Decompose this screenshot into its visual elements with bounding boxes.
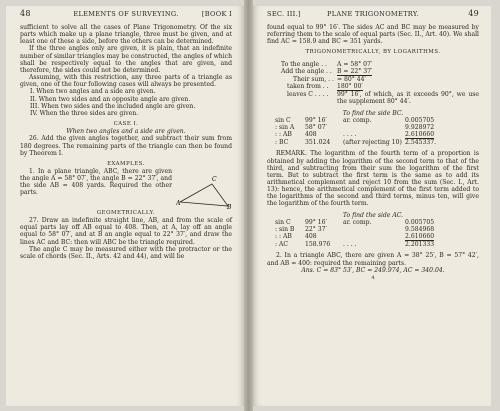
cell-value: 351.024 <box>305 139 331 147</box>
cell-note: . . . . <box>343 131 357 139</box>
cell-log: 0.005705 <box>405 218 435 226</box>
book-label: [BOOK I <box>201 10 232 18</box>
cell-log: 2.610660 <box>405 131 435 139</box>
cell-note: ar. comp. <box>343 218 372 226</box>
angle-value: = 80° 44′ <box>337 75 366 83</box>
examples-heading: EXAMPLES. <box>107 160 145 167</box>
case-item-4: IV. When the three sides are given. <box>30 109 139 117</box>
angle-value: A = 58° 07′ <box>337 60 373 68</box>
angle-row <box>281 61 479 68</box>
table-row <box>275 233 479 241</box>
case-heading: CASE I. <box>113 121 139 128</box>
cell-note <box>343 233 405 241</box>
case-item-2: II. When two sides and an opposite angle are given. <box>30 95 191 103</box>
cell-log: 2.201333 <box>405 241 435 249</box>
table-row <box>275 124 479 131</box>
geometric-heading: GEOMETRICALLY. <box>96 209 156 216</box>
angle-label: To the angle . . <box>281 60 327 68</box>
case-item-1: I. When two angles and a side are given. <box>30 88 156 96</box>
angle-label: Their sum, . . <box>293 75 334 83</box>
left-page <box>6 6 244 406</box>
logarithms-heading: TRIGONOMETRICALLY, BY LOGARITHMS. <box>305 49 441 56</box>
ac-log-table <box>275 219 479 249</box>
example-2: 2. In a triangle ABC, there are given A = 38° 25′, B = 57° 42′, and AB = 400: required the remaining parts. <box>267 252 479 267</box>
table-row <box>275 139 479 146</box>
intro-paragraph-3: Assuming, with this restriction, any three parts of a triangle as given, one of the four following cases will always be presented. <box>20 74 232 89</box>
angle-row <box>281 76 479 83</box>
cell-value: 408 <box>305 233 317 241</box>
angle-value: 99° 16′, of which, as it exceeds 90°, we use the supplement 80° 44′. <box>337 91 479 106</box>
angle-row <box>281 91 479 105</box>
cell-term: : : AB <box>275 131 292 139</box>
case-subheading: When two angles and a side are given. <box>66 128 186 136</box>
cell-note: (after rejecting 10) <box>343 139 402 147</box>
table-row <box>275 241 479 248</box>
cell-log: 9.928972 <box>405 123 435 131</box>
cell-value: 22° 37′ <box>305 225 327 233</box>
triangle-figure <box>176 170 232 210</box>
signature-mark: 4 <box>371 274 375 281</box>
left-page-header <box>20 9 232 21</box>
example-1: 1. In a plane triangle, ABC, there are given the angle A = 58° 07′, the angle B = 22° 37′, and the side AB = 408 yards. Required the other parts. <box>20 167 172 197</box>
cell-term: : sin B <box>275 225 295 233</box>
find-bc-heading: To find the side BC. <box>342 109 404 117</box>
left-page-number: 48 <box>20 9 31 18</box>
figure-label-b: B <box>227 203 232 210</box>
cell-log: 9.584968 <box>405 225 435 233</box>
angle-computation <box>281 61 479 106</box>
right-page-number: 49 <box>468 9 479 18</box>
left-page-body <box>20 24 232 260</box>
angle-value: B = 22° 37′ <box>337 67 373 75</box>
top-paragraph: found equal to 99° 16′. The sides AC and BC may be measured by referring them to the scale of equal parts (Sec. II., Art. 40). We shall find AC = 158.9 and BC = 351 yards. <box>267 24 479 46</box>
cell-value: 99° 16′ <box>305 218 327 226</box>
angle-label: Add the angle . . <box>281 67 332 75</box>
cell-term: : AC <box>275 241 289 249</box>
cell-value: 158.976 <box>305 241 331 249</box>
right-running-title: PLANE TRIGONOMETRY. <box>326 10 420 18</box>
cell-term: : : AB <box>275 233 292 241</box>
case-item-3: III. When two sides and the included angle are given. <box>30 102 196 110</box>
angle-label: leaves C . . . . <box>287 91 329 99</box>
paragraph-26: 26. Add the given angles together, and subtract their sum from 180 degrees. The remaining parts of the triangle can then be found by Theorem I. <box>20 135 232 157</box>
table-row <box>275 219 479 226</box>
bc-log-table <box>275 117 479 147</box>
intro-paragraph-1: sufficient to solve all the cases of Plane Trigonometry. Of the six parts which make up a plane triangle, three must be given, and at least one of these a side, before the others can be determined. <box>20 24 232 46</box>
cell-term: sin C <box>275 116 291 124</box>
figure-label-a: A <box>176 199 181 207</box>
cell-value: 58° 07′ <box>305 123 327 131</box>
cell-log: 0.005705 <box>405 116 435 124</box>
cell-term: sin C <box>275 218 291 226</box>
paragraph-27: 27. Draw an indefinite straight line, AB, and from the scale of equal parts lay off AB equal to 408. Then, at A, lay off an angle equal to 58° 07′, and at B an angle equal to 22° 37′, and draw the lines AC and BC: then will ABC be the triangle required. <box>20 217 232 246</box>
intro-paragraph-2: If the three angles only are given, it is plain, that an indefinite number of similar triangles may be constructed, the angles of which shall be respectively equal to the angles that are given, and therefore, the sides could not be determined. <box>20 45 232 74</box>
cell-note <box>343 124 405 131</box>
cell-value: 99° 16′ <box>305 116 327 124</box>
angle-row <box>281 68 479 76</box>
answer: Ans. C = 83° 53′, BC = 249.974, AC = 340.04. <box>301 266 445 274</box>
cell-value: 408 <box>305 131 317 139</box>
remark-paragraph: REMARK. The logarithm of the fourth term of a proportion is obtained by adding the logarithm of the second term to that of the third, and subtracting from their sum the logarithm of the first term. But to subtract the first term is the same as to add its arithmetical complement and reject 10 from the sum (Sec. I., Art. 13): hence, the arithmetical complement of the first term added to the logarithms of the second and third terms, minus ten, will give the logarithm of the fourth term. <box>267 150 479 208</box>
cell-log: 2.545337. <box>405 139 437 147</box>
cell-term: : sin A <box>275 123 295 131</box>
cell-note: ar. comp. <box>343 116 372 124</box>
cell-term: : BC <box>275 139 289 147</box>
right-page <box>253 6 491 406</box>
cell-log: 2.610660 <box>405 233 435 241</box>
figure-label-c: C <box>212 175 217 183</box>
cell-note <box>343 226 405 233</box>
right-page-header <box>267 9 479 21</box>
table-row <box>275 131 479 139</box>
angle-row <box>281 83 479 91</box>
find-ac-heading: To find the side AC. <box>342 211 404 219</box>
right-page-body <box>267 24 479 282</box>
angle-label: taken from . . <box>287 83 329 91</box>
book-gutter <box>244 0 253 411</box>
table-row <box>275 226 479 233</box>
table-row <box>275 117 479 124</box>
angle-value: 180° 00′ <box>337 83 363 91</box>
left-running-title: ELEMENTS OF SURVEYING. <box>73 10 179 18</box>
cell-note: . . . . <box>343 241 357 249</box>
closing-paragraph: The angle C may be measured either with the protractor or the scale of chords (Sec. II., Arts. 42 and 44), and will be <box>20 245 232 260</box>
section-label: SEC. III.] <box>267 10 301 18</box>
